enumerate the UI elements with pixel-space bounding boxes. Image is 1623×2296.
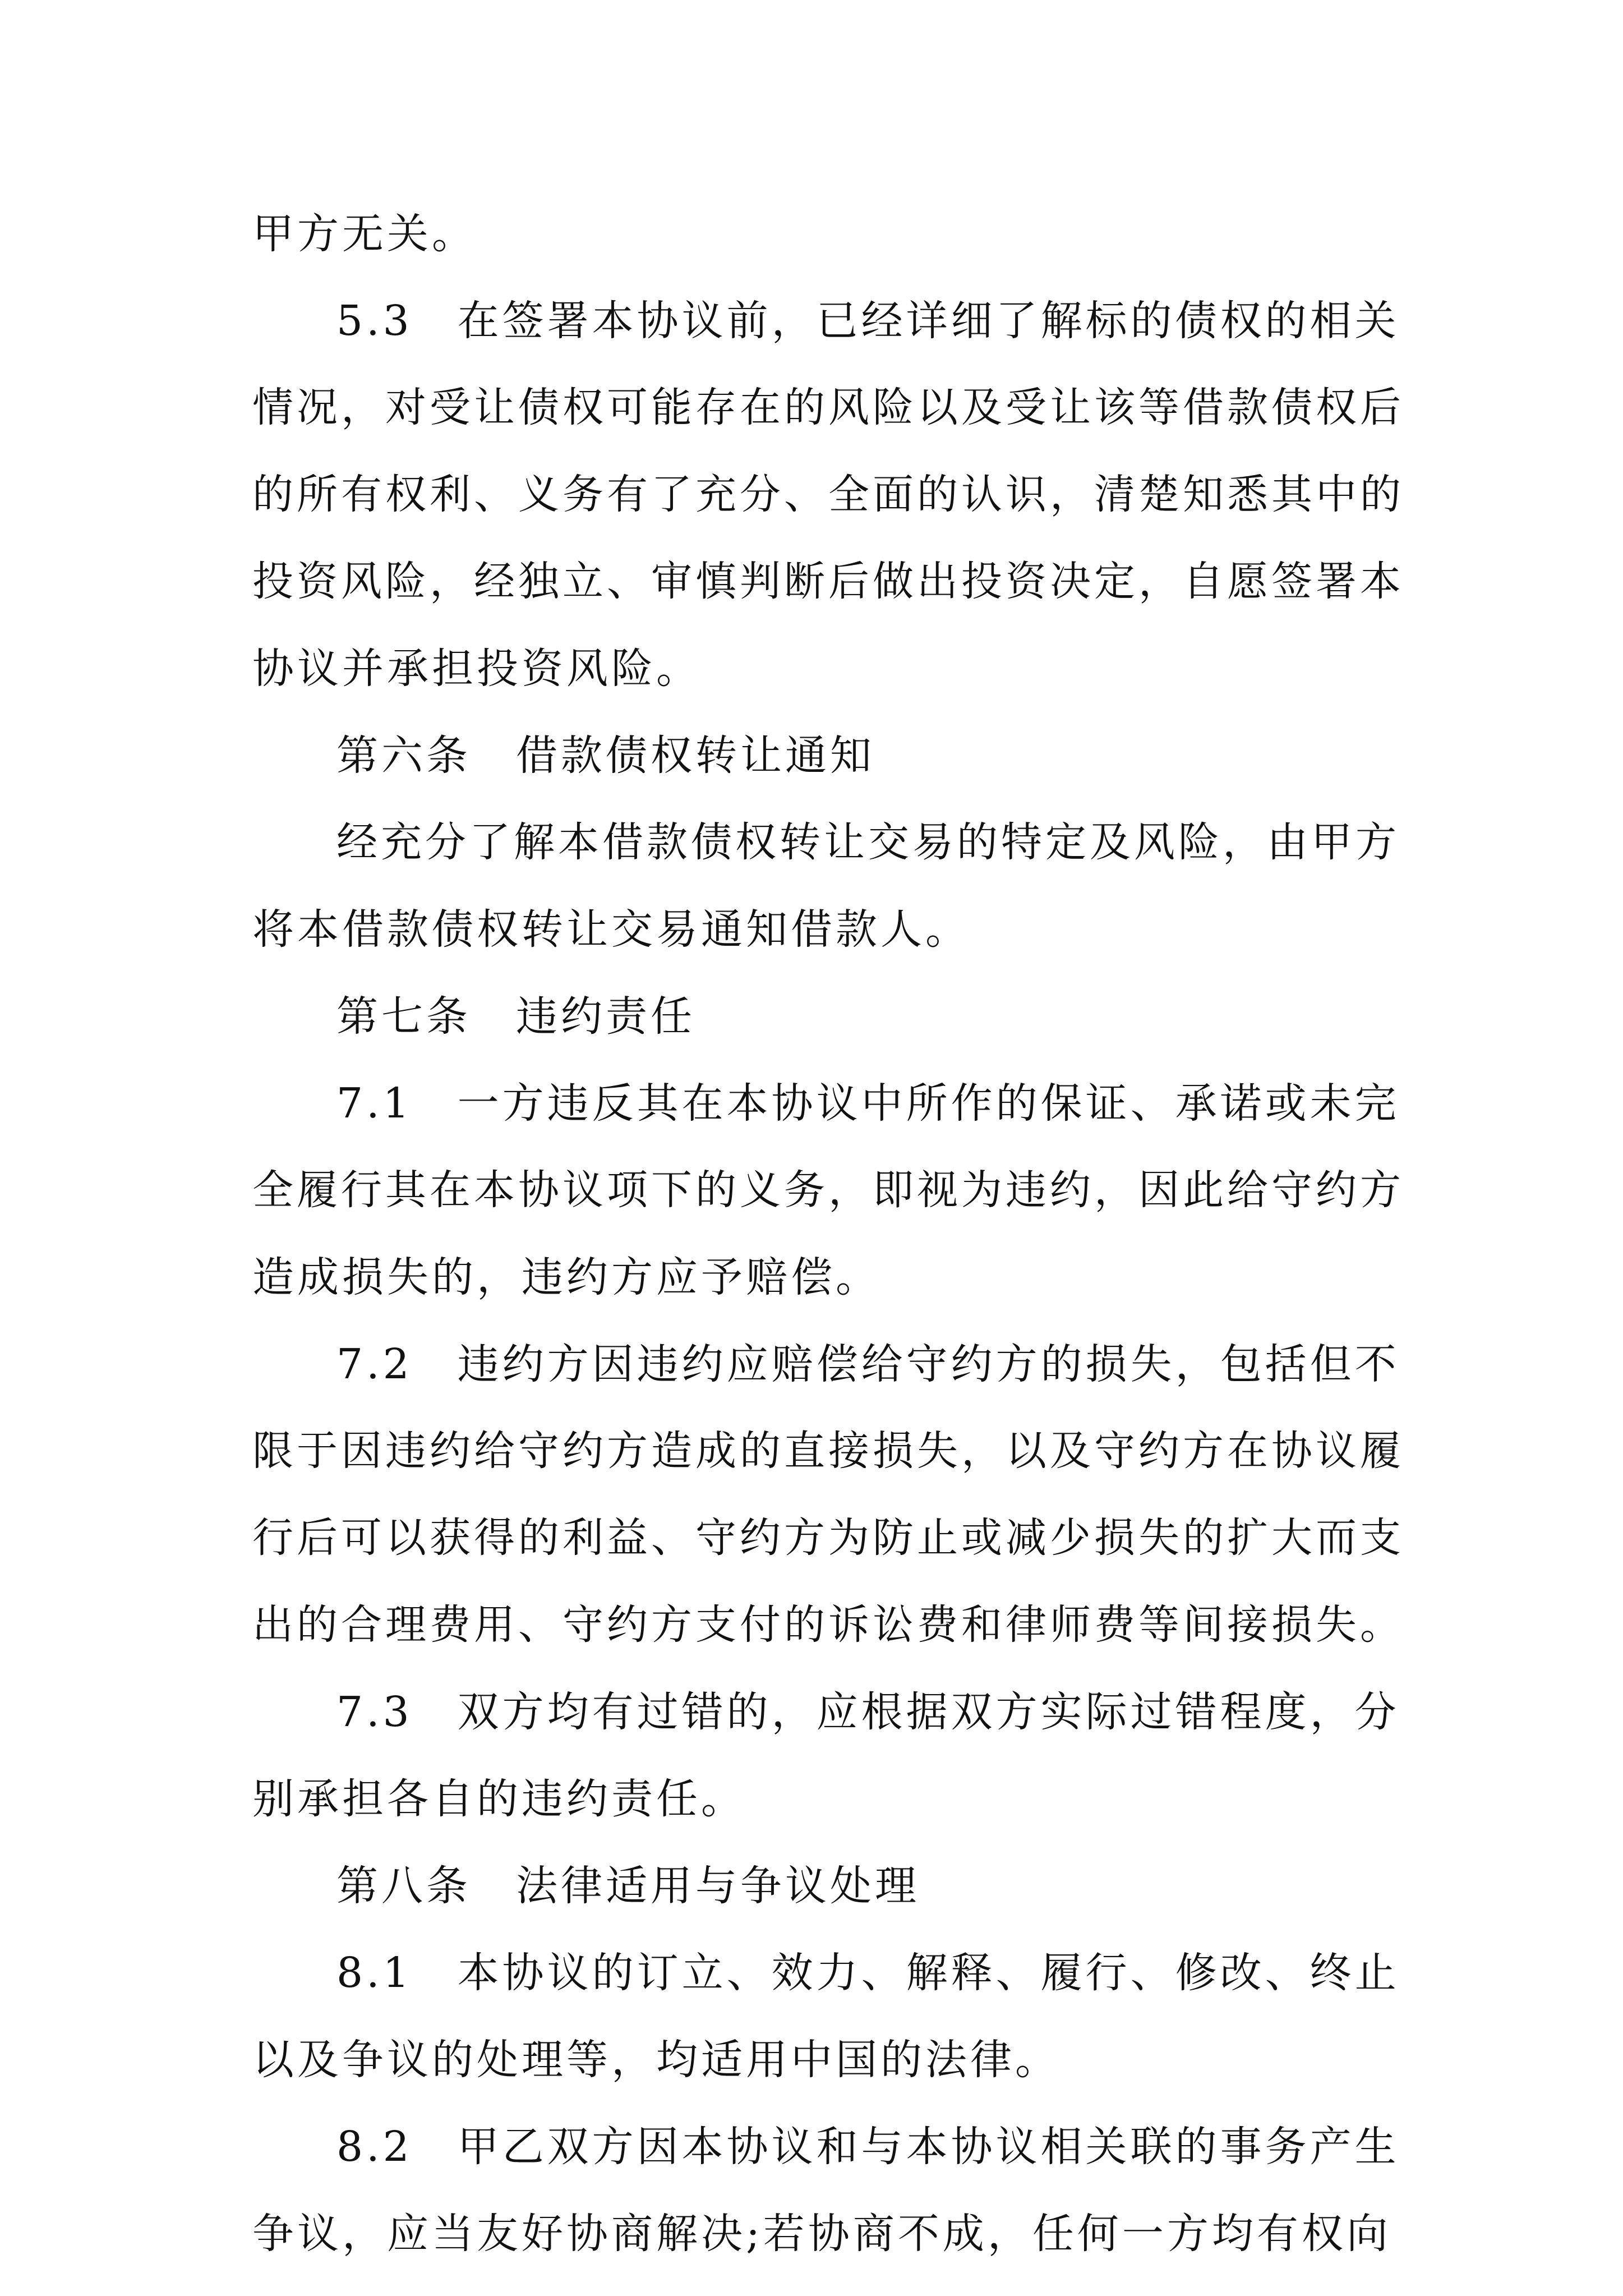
article-8-heading: 第八条 法律适用与争议处理 xyxy=(336,1862,920,1910)
text-line: 行后可以获得的利益、守约方为防止或减少损失的扩大而支 xyxy=(252,1514,1404,1562)
text-line: 争议，应当友好协商解决;若协商不成，任何一方均有权向 xyxy=(252,2210,1391,2258)
article-6-heading: 第六条 借款债权转让通知 xyxy=(336,731,875,780)
text-line: 情况，对受让债权可能存在的风险以及受让该等借款债权后 xyxy=(252,384,1404,431)
article-7-heading: 第七条 违约责任 xyxy=(336,992,695,1041)
text-line: 限于因违约给守约方造成的直接损失，以及守约方在协议履 xyxy=(252,1427,1404,1475)
text-line: 造成损失的，违约方应予赔偿。 xyxy=(252,1253,880,1301)
text-line: 投资风险，经独立、审慎判断后做出投资决定，自愿签署本 xyxy=(252,558,1404,605)
text-line: 以及争议的处理等，均适用中国的法律。 xyxy=(252,2036,1060,2084)
clause-7-3-line: 7.3 双方均有过错的，应根据双方实际过错程度，分 xyxy=(336,1688,1400,1736)
text-line: 别承担各自的违约责任。 xyxy=(252,1775,746,1823)
text-line: 协议并承担投资风险。 xyxy=(252,645,701,693)
clause-5-3-line: 5.3 在签署本协议前，已经详细了解标的债权的相关 xyxy=(336,297,1400,345)
text-line: 的所有权利、义务有了充分、全面的认识，清楚知悉其中的 xyxy=(252,471,1404,518)
clause-7-1-line: 7.1 一方违反其在本协议中所作的保证、承诺或未完 xyxy=(336,1079,1400,1128)
clause-8-2-line: 8.2 甲乙双方因本协议和与本协议相关联的事务产生 xyxy=(336,2123,1400,2171)
text-line: 出的合理费用、守约方支付的诉讼费和律师费等间接损失。 xyxy=(252,1601,1404,1649)
clause-8-1-line: 8.1 本协议的订立、效力、解释、履行、修改、终止 xyxy=(336,1949,1400,1997)
text-line: 甲方无关。 xyxy=(252,210,477,258)
text-line: 全履行其在本协议项下的义务，即视为违约，因此给守约方 xyxy=(252,1166,1404,1214)
text-line: 将本借款债权转让交易通知借款人。 xyxy=(252,905,970,954)
clause-7-2-line: 7.2 违约方因违约应赔偿给守约方的损失，包括但不 xyxy=(336,1340,1400,1388)
text-line: 经充分了解本借款债权转让交易的特定及风险，由甲方 xyxy=(336,818,1400,866)
